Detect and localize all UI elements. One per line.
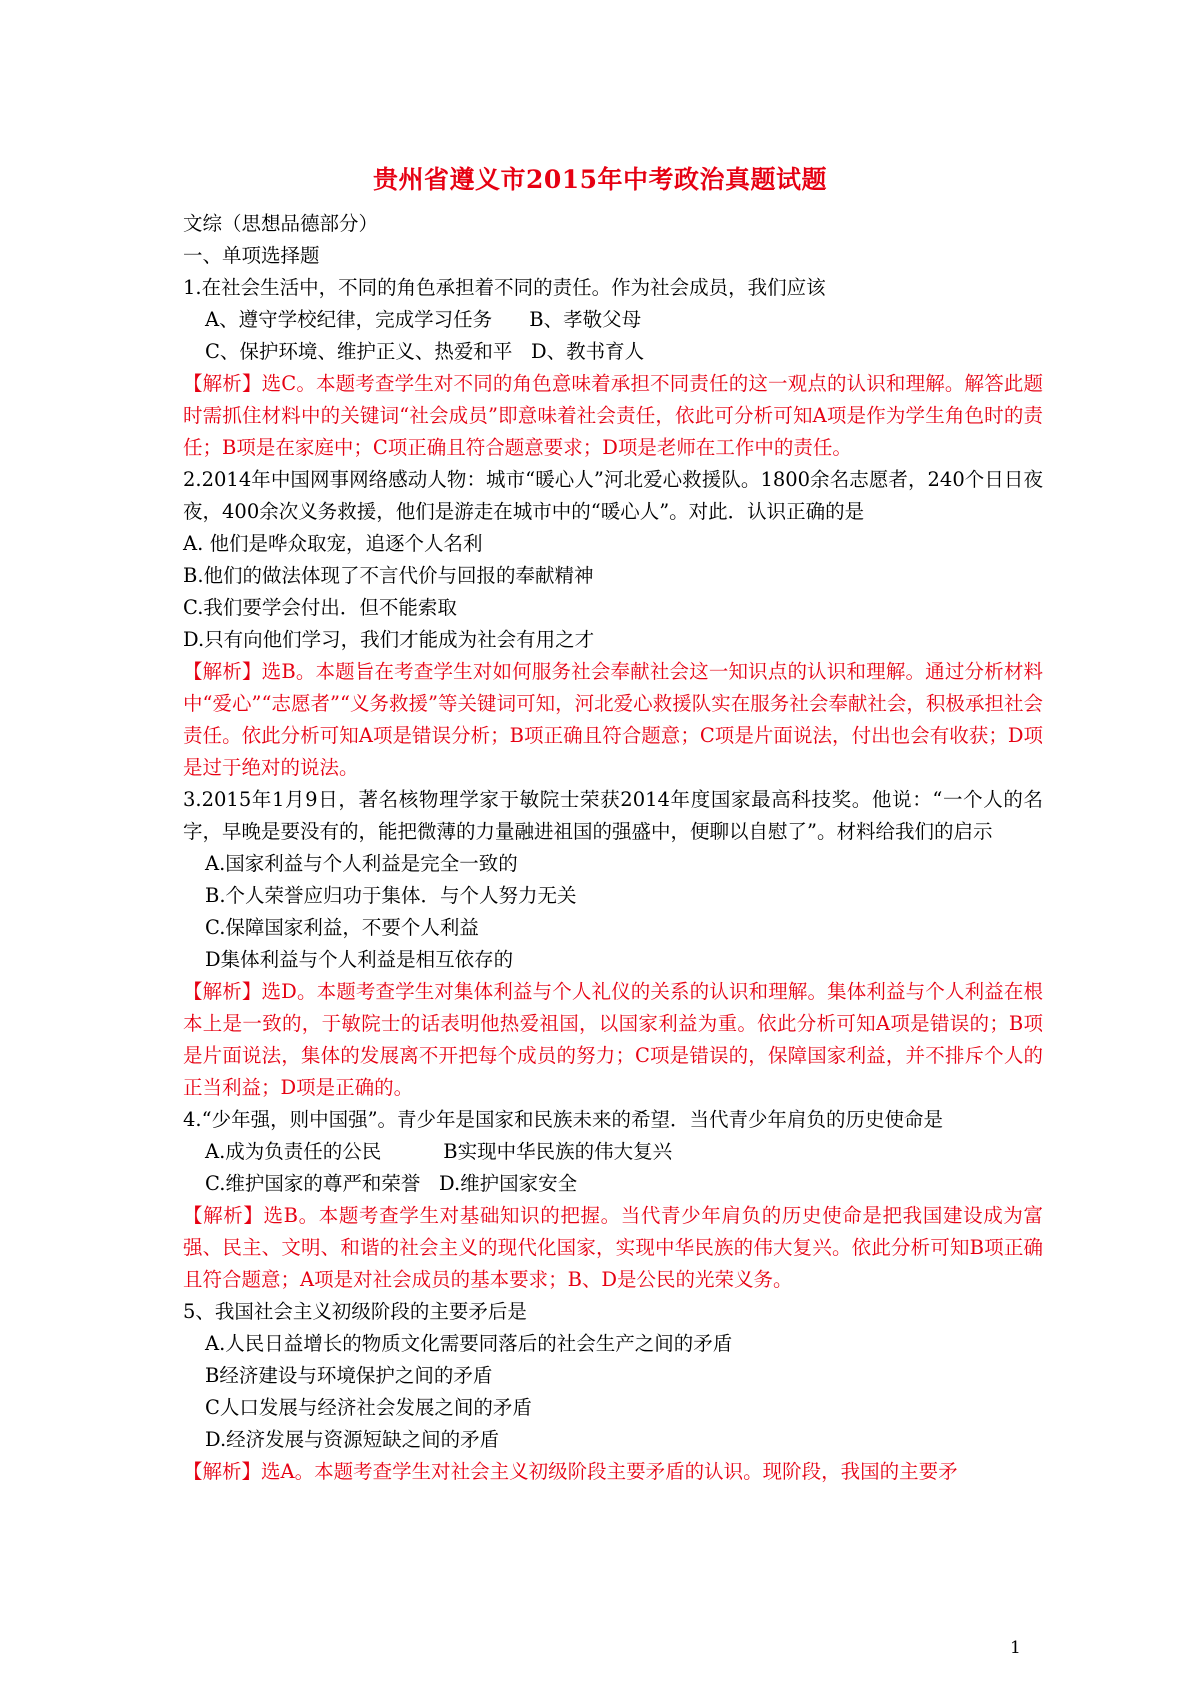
q5-option-c: C人口发展与经济社会发展之间的矛盾 — [205, 1396, 532, 1419]
q1-options-row-1: A、遵守学校纪律，完成学习任务 B、孝敬父母 — [205, 308, 642, 331]
q1-analysis: 【解析】选C。本题考查学生对不同的角色意味着承担不同责任的这一观点的认识和理解。解答此题时需抓住材料中的关键词“社会成员”即意味着社会责任，依此可分析可知A项是作为学生角色时的责任；B项是在家庭中；C项正确且符合题意要求；D项是老师在工作中的责任。 — [183, 372, 1043, 459]
q4-stem: 4.“少年强，则中国强”。青少年是国家和民族未来的希望．当代青少年肩负的历史使命是 — [183, 1108, 944, 1131]
q3-stem: 3.2015年1月9日，著名核物理学家于敏院士荣获2014年度国家最高科技奖。他说：“一个人的名字，早晚是要没有的，能把微薄的力量融进祖国的强盛中，便聊以自慰了”。材料给我们的启示 — [183, 788, 1043, 843]
q4-options-row-2: C.维护国家的尊严和荣誉 D.维护国家安全 — [205, 1172, 578, 1195]
q2-option-b: B.他们的做法体现了不言代价与回报的奉献精神 — [183, 564, 594, 587]
q5-option-d: D.经济发展与资源短缺之间的矛盾 — [205, 1428, 500, 1451]
page-title: 贵州省遵义市2015年中考政治真题试题 — [372, 165, 828, 194]
q3-option-c: C.保障国家利益，不要个人利益 — [205, 916, 479, 939]
document-body — [183, 208, 1043, 1488]
page-number: 1 — [1010, 1638, 1021, 1658]
q2-option-d: D.只有向他们学习，我们才能成为社会有用之才 — [183, 628, 595, 651]
q4-options-row-1: A.成为负责任的公民 B实现中华民族的伟大复兴 — [205, 1140, 673, 1163]
q3-option-b: B.个人荣誉应归功于集体．与个人努力无关 — [205, 884, 577, 907]
q5-analysis: 【解析】选A。本题考查学生对社会主义初级阶段主要矛盾的认识。现阶段，我国的主要矛 — [183, 1460, 958, 1483]
q3-analysis: 【解析】选D。本题考查学生对集体利益与个人礼仪的关系的认识和理解。集体利益与个人利益在根本上是一致的，于敏院士的话表明他热爱祖国，以国家利益为重。依此分析可知A项是错误的；B项是片面说法，集体的发展离不开把每个成员的努力；C项是错误的，保障国家利益，并不排斥个人的正当利益；D项是正确的。 — [183, 980, 1043, 1099]
q2-option-a: A. 他们是哗众取宠，追逐个人名利 — [183, 532, 483, 555]
q2-stem: 2.2014年中国网事网络感动人物：城市“暖心人”河北爱心救援队。1800余名志愿者，240个日日夜夜，400余次义务救援，他们是游走在城市中的“暖心人”。对此．认识正确的是 — [183, 468, 1043, 523]
q1-options-row-2: C、保护环境、维护正义、热爱和平 D、教书育人 — [205, 340, 645, 363]
q5-stem: 5、我国社会主义初级阶段的主要矛后是 — [183, 1300, 527, 1323]
section-heading: 一、单项选择题 — [183, 244, 320, 267]
q3-option-a: A.国家利益与个人利益是完全一致的 — [205, 852, 518, 875]
q3-option-d: D集体利益与个人利益是相互依存的 — [205, 948, 514, 971]
subtitle: 文综（思想品德部分） — [183, 212, 379, 235]
q2-analysis: 【解析】选B。本题旨在考查学生对如何服务社会奉献社会这一知识点的认识和理解。通过分析材料中“爱心”“志愿者”“义务救援”等关键词可知，河北爱心救援队实在服务社会奉献社会，积极承担社会责任。依此分析可知A项是错误分析；B项正确且符合题意；C项是片面说法，付出也会有收获；D项是过于绝对的说法。 — [183, 660, 1043, 779]
q1-stem: 1.在社会生活中，不同的角色承担着不同的责任。作为社会成员，我们应该 — [183, 276, 826, 299]
q4-analysis: 【解析】选B。本题考查学生对基础知识的把握。当代青少年肩负的历史使命是把我国建设成为富强、民主、文明、和谐的社会主义的现代化国家，实现中华民族的伟大复兴。依此分析可知B项正确且符合题意；A项是对社会成员的基本要求；B、D是公民的光荣义务。 — [183, 1204, 1043, 1291]
q2-option-c: C.我们要学会付出．但不能索取 — [183, 596, 457, 619]
q5-option-b: B经济建设与环境保护之间的矛盾 — [205, 1364, 493, 1387]
q5-option-a: A.人民日益增长的物质文化需要同落后的社会生产之间的矛盾 — [205, 1332, 733, 1355]
